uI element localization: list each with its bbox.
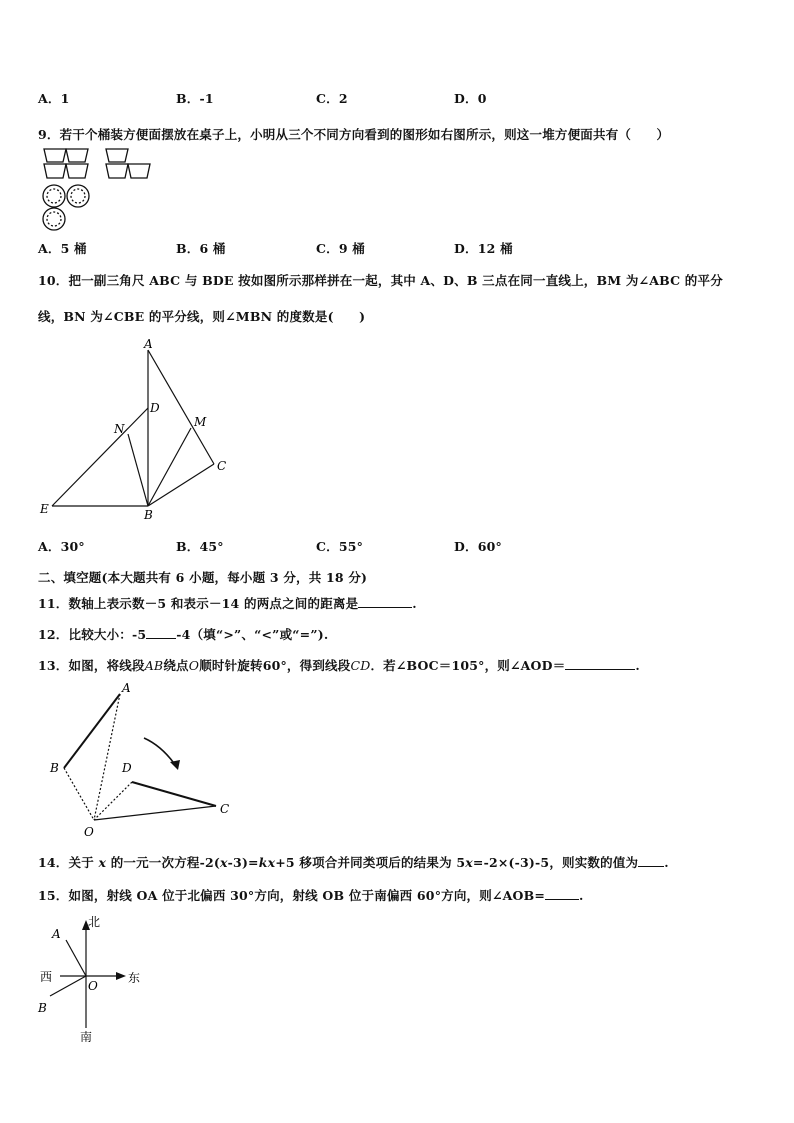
q9-option-c: C．9 桶 bbox=[316, 241, 365, 256]
q8-option-d: D．0 bbox=[454, 91, 487, 106]
q12-answer-blank bbox=[146, 626, 176, 639]
q13-answer-blank bbox=[565, 657, 635, 670]
label-b: B bbox=[38, 1001, 47, 1015]
q14-var-kx: kx bbox=[258, 855, 276, 870]
q12-text-b: -4（填“>”、“<”或“=”). bbox=[176, 627, 329, 642]
label-b: B bbox=[144, 508, 153, 522]
q10-option-c: C．55° bbox=[316, 539, 364, 554]
q10-stem-line1: 10．把一副三角尺 ABC 与 BDE 按如图所示那样拼在一起，其中 A、D、B 三点在同一直线上，BM 为∠ABC 的平分 bbox=[38, 273, 723, 288]
label-e: E bbox=[40, 502, 49, 516]
q13-text-b: 绕点 bbox=[163, 658, 189, 673]
label-north: 北 bbox=[88, 915, 101, 929]
label-a: A bbox=[144, 337, 153, 351]
q14 bbox=[38, 853, 669, 871]
q8-option-a: A．1 bbox=[38, 91, 70, 106]
q15-text: 15．如图，射线 OA 位于北偏西 30°方向，射线 OB 位于南偏西 60°方向，则∠AOB= bbox=[38, 888, 546, 903]
q14-var-x2: x bbox=[220, 855, 228, 870]
q13-text-d: ．若∠BOC＝105°，则∠AOD＝ bbox=[370, 658, 566, 673]
q9-option-a: A．5 桶 bbox=[38, 241, 87, 256]
q12-text-a: 12．比较大小：-5 bbox=[38, 627, 147, 642]
q14-var-x3: x bbox=[465, 855, 473, 870]
q15-answer-blank bbox=[545, 887, 579, 900]
east-arrow-icon bbox=[116, 972, 126, 980]
q12 bbox=[38, 625, 328, 643]
q13-point-o: O bbox=[188, 658, 200, 673]
q10-stem-line2: 线，BN 为∠CBE 的平分线，则∠MBN 的度数是( ) bbox=[38, 309, 366, 324]
q15-direction-figure bbox=[36, 912, 148, 1044]
q10-option-a: A．30° bbox=[38, 539, 85, 554]
label-c: C bbox=[220, 802, 230, 816]
q13 bbox=[38, 656, 640, 674]
q14-text-f: +5 移项合并同类项后的结果为 5 bbox=[275, 855, 466, 870]
label-d: D bbox=[122, 761, 132, 775]
q11-answer-blank bbox=[358, 595, 412, 608]
q14-var-x: x bbox=[98, 855, 107, 870]
q14-text-a: 14．关于 bbox=[38, 855, 94, 870]
rotation-arrow-icon bbox=[170, 760, 180, 770]
q13-segment-cd: CD bbox=[350, 658, 371, 673]
label-o: O bbox=[84, 825, 94, 839]
q15 bbox=[38, 886, 584, 904]
label-west: 西 bbox=[40, 970, 53, 984]
label-south: 南 bbox=[80, 1030, 93, 1044]
q14-end: . bbox=[664, 855, 669, 870]
q11-end: . bbox=[412, 596, 417, 611]
q13-text-a: 13．如图，将线段 bbox=[38, 658, 145, 673]
q8-option-c: C．2 bbox=[316, 91, 348, 106]
q10-triangle-figure bbox=[36, 336, 236, 526]
label-b: B bbox=[50, 761, 59, 775]
q14-text-d: -3)= bbox=[227, 855, 259, 870]
q9-option-b: B．6 桶 bbox=[176, 241, 226, 256]
label-a: A bbox=[52, 927, 61, 941]
side-view bbox=[106, 149, 150, 178]
label-n: N bbox=[114, 422, 125, 436]
label-d: D bbox=[150, 401, 160, 415]
label-east: 东 bbox=[128, 971, 141, 985]
q10-option-d: D．60° bbox=[454, 539, 502, 554]
q15-end: . bbox=[579, 888, 584, 903]
q14-text-h: =-2×(-3)-5，则实数的值为 bbox=[472, 855, 639, 870]
q13-end: . bbox=[635, 658, 640, 673]
q11 bbox=[38, 594, 417, 612]
q9-views-figure bbox=[40, 146, 160, 232]
label-c: C bbox=[217, 459, 227, 473]
label-o: O bbox=[88, 979, 98, 993]
q10-option-b: B．45° bbox=[176, 539, 224, 554]
label-m: M bbox=[194, 415, 207, 429]
q13-segment-ab: AB bbox=[144, 658, 164, 673]
q9-stem: 9．若干个桶装方便面摆放在桌子上，小明从三个不同方向看到的图形如右图所示，则这一堆方便面共有（ ） bbox=[38, 127, 670, 142]
q13-rotation-figure bbox=[44, 680, 244, 840]
label-a: A bbox=[122, 681, 131, 695]
q14-answer-blank bbox=[638, 854, 664, 867]
q8-option-b: B．-1 bbox=[176, 91, 214, 106]
q13-text-c: 顺时针旋转60°，得到线段 bbox=[199, 658, 351, 673]
top-view bbox=[43, 185, 89, 230]
q11-text: 11．数轴上表示数－5 和表示－14 的两点之间的距离是 bbox=[38, 596, 359, 611]
front-view bbox=[44, 149, 88, 178]
section-heading: 二、填空题(本大题共有 6 小题，每小题 3 分，共 18 分) bbox=[38, 570, 368, 585]
q14-text-b: 的一元一次方程-2( bbox=[110, 855, 220, 870]
q9-option-d: D．12 桶 bbox=[454, 241, 513, 256]
